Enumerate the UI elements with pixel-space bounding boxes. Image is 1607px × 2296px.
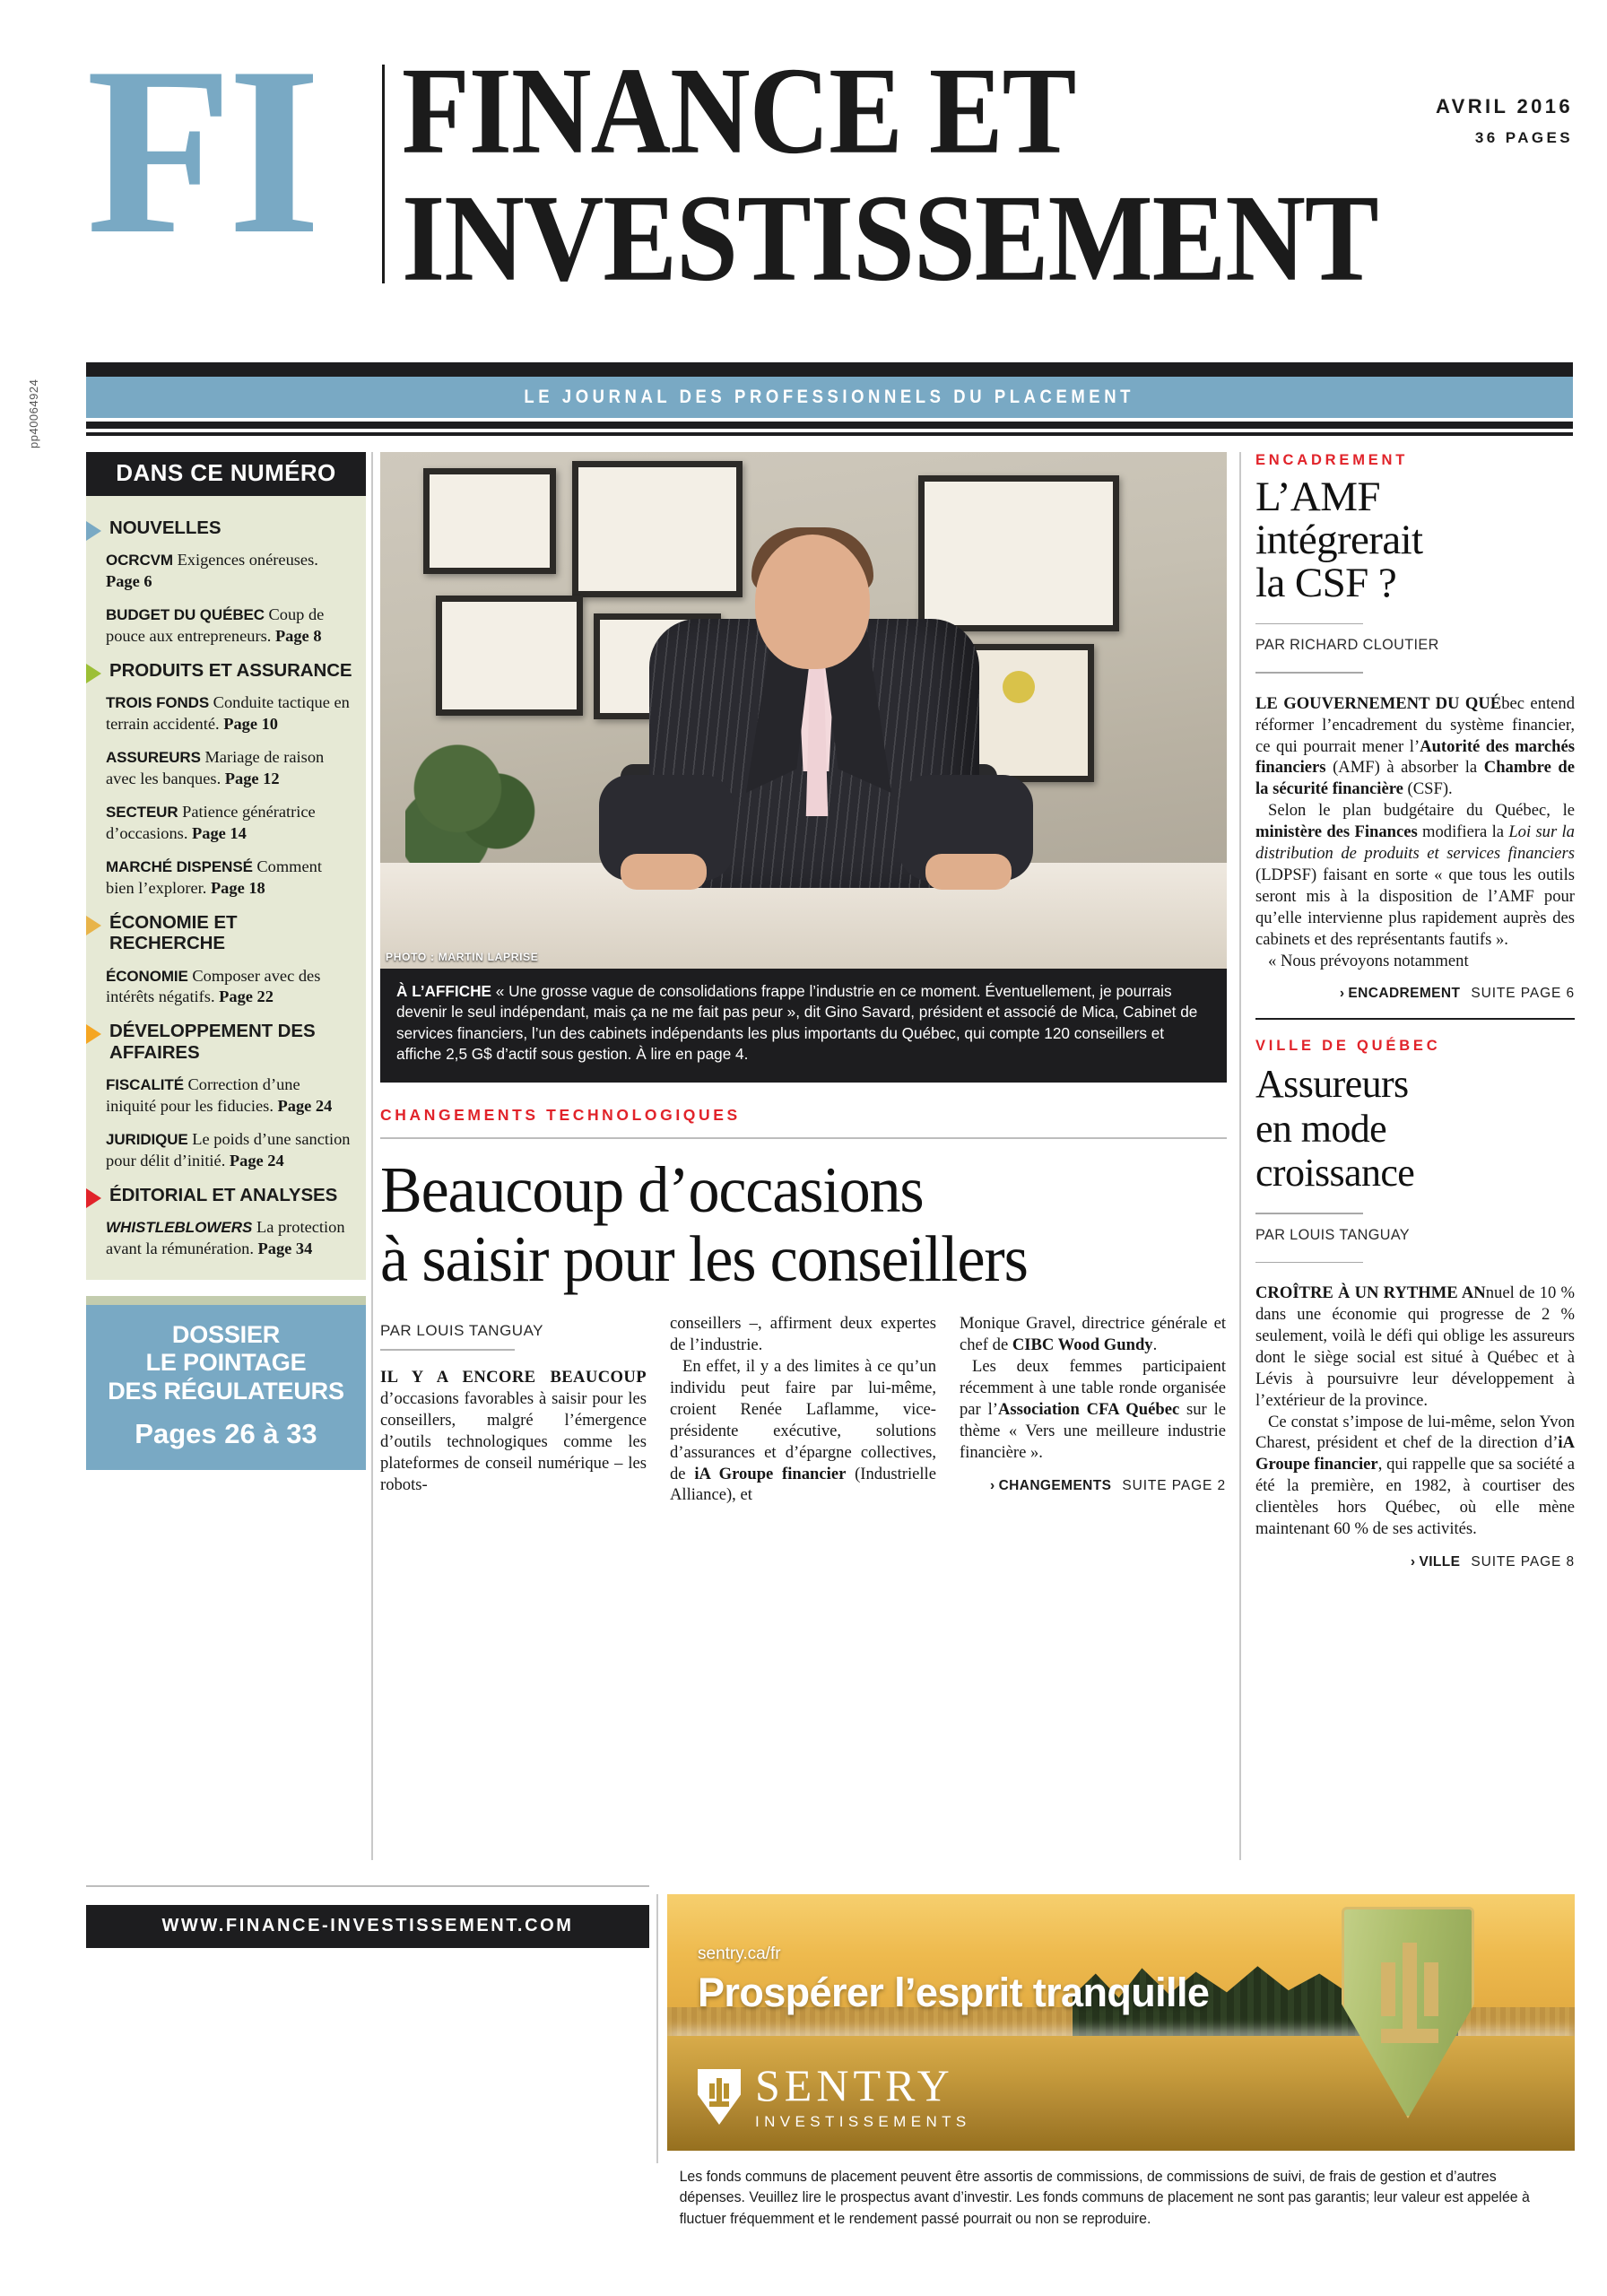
ville-rule-top	[1255, 1213, 1363, 1214]
logo-divider	[382, 65, 385, 283]
ville-headline[interactable]	[1255, 1062, 1575, 1195]
dossier-pages: Pages 26 à 33	[135, 1417, 317, 1449]
toc-entry-tag: BUDGET DU QUÉBEC	[106, 606, 265, 624]
photo-wall-frame	[436, 596, 583, 716]
lead-photo-block	[380, 452, 1227, 1083]
ad-url[interactable]: sentry.ca/fr	[698, 1944, 781, 1963]
issue-page-count: 36 PAGES	[1474, 129, 1573, 146]
table-of-contents	[86, 496, 366, 1280]
toc-section	[106, 1185, 353, 1205]
toc-section-title: DÉVELOPPEMENT DES AFFAIRES	[109, 1021, 316, 1063]
toc-entry[interactable]	[106, 1074, 353, 1118]
toc-section-title: ÉCONOMIE ET RECHERCHE	[109, 911, 238, 954]
photo-caption-text: « Une grosse vague de consolidations frappe l’industrie en ce moment. Éventuellement, je pourrais devenir le seul indépendant, mais ça ne me fait pas peur », dit Gino Savard, président et associé de Mica, Cabinet de services financiers, l’un des cabinets indépendants les plus importants du Québec, qui compte 120 conseillers et affiche 2,5 G$ d’actif sous gestion. À lire en page 4.	[396, 982, 1198, 1064]
ville-org-ia: iA Groupe financier	[1255, 1433, 1575, 1474]
toc-entry-text: Coup de pouce aux entrepreneurs.	[106, 605, 325, 646]
dossier-line1: DOSSIER	[171, 1320, 281, 1348]
toc-entry[interactable]	[106, 802, 353, 845]
ville-jump-page: SUITE PAGE 8	[1471, 1553, 1575, 1570]
article-org-cibc: CIBC Wood Gundy	[1012, 1335, 1153, 1355]
encadrement-p1d: (AMF) à absorber la	[1325, 758, 1484, 778]
encadrement-headline-line3: la CSF ?	[1255, 559, 1397, 606]
ville-headline-line1: Assureurs	[1255, 1062, 1409, 1107]
ville-p1b: nuel de 10 % dans une économie qui progresse de 2 % seulement, voilà le défi qui oblige les assureurs dont le siège social est situé à Québec et à Lévis à poursuivre leur développement à l’extérieur de la province.	[1255, 1283, 1575, 1410]
encadrement-headline[interactable]	[1255, 476, 1575, 605]
main-article-jump[interactable]	[960, 1478, 1226, 1494]
website-url-bar[interactable]: WWW.FINANCE-INVESTISSEMENT.COM	[86, 1905, 649, 1948]
encadrement-p2e: (LDPSF) faisant en sorte « que tous les outils seront mis à la disposition de l’AMF pour qu’elle intervienne plus rapidement auprès des cabinets et des représentants fautifs ».	[1255, 865, 1575, 949]
main-article-headline[interactable]	[380, 1152, 1193, 1295]
advertisement[interactable]	[667, 1894, 1575, 2230]
masthead-rule-top	[86, 362, 1573, 377]
toc-section-title: NOUVELLES	[109, 517, 222, 538]
toc-entry-text: Le poids d’une sanction pour délit d’initié.	[106, 1129, 351, 1170]
toc-entry-text: Patience génératrice d’occasions.	[106, 803, 316, 843]
ad-brand-name: SENTRY	[755, 2060, 954, 2110]
encadrement-jump[interactable]	[1255, 986, 1575, 1002]
dossier-line2: LE POINTAGE	[145, 1349, 307, 1377]
dossier-promo[interactable]	[86, 1305, 366, 1470]
ville-lead-in: CROÎTRE À UN RYTHME AN	[1255, 1283, 1486, 1303]
footer-divider	[656, 1894, 658, 2163]
toc-entry-tag: OCRCVM	[106, 552, 173, 570]
article-col3-p1c: .	[1152, 1335, 1158, 1355]
tagline-text: LE JOURNAL DES PROFESSIONNELS DU PLACEMENT	[524, 387, 1135, 407]
dossier-accent-bar	[86, 1296, 366, 1305]
article-column-1	[380, 1313, 647, 1506]
article-col3-p2c: sur le thème « Vers une meilleure industrie financière ».	[960, 1399, 1226, 1462]
toc-entry-tag: ASSUREURS	[106, 749, 201, 767]
ad-brand-subtitle: INVESTISSEMENTS	[755, 2113, 971, 2130]
toc-entry[interactable]	[106, 604, 353, 648]
ville-jump-section: VILLE	[1419, 1553, 1461, 1570]
toc-entry-text: Correction d’une iniquité pour les fiducies.	[106, 1075, 300, 1115]
ville-body	[1255, 1283, 1575, 1540]
sidebar-header: DANS CE NUMÉRO	[86, 452, 366, 496]
encadrement-jump-page: SUITE PAGE 6	[1471, 986, 1575, 1002]
masthead-title-line2: INVESTISSEMENT	[402, 169, 1378, 308]
toc-entry-tag: MARCHÉ DISPENSÉ	[106, 857, 253, 875]
ville-byline: PAR LOUIS TANGUAY	[1255, 1226, 1411, 1243]
ville-headline-line2: en mode	[1255, 1106, 1387, 1151]
toc-section	[106, 517, 353, 538]
main-column	[380, 452, 1227, 1506]
toc-entry[interactable]	[106, 1217, 353, 1260]
toc-entry-page: Page 8	[274, 627, 322, 646]
column-divider-right	[1239, 452, 1241, 1860]
toc-entry-text: Composer avec des intérêts négatifs.	[106, 966, 321, 1006]
ad-tagline: Prospérer l’esprit tranquille	[698, 1970, 1210, 2015]
encadrement-jump-section: ENCADREMENT	[1348, 986, 1461, 1002]
ad-banner-image[interactable]	[667, 1894, 1575, 2151]
fi-logo: FI	[86, 17, 316, 283]
toc-entry-tag: ÉCONOMIE	[106, 967, 188, 985]
toc-entry-text: Mariage de raison avec les banques.	[106, 748, 325, 788]
toc-entry-text: Comment bien l’explorer.	[106, 857, 322, 897]
photo-wall-frame	[423, 468, 556, 574]
headline-line2: à saisir pour les conseillers	[380, 1222, 1028, 1295]
masthead-rule-bottom-2	[86, 432, 1573, 436]
encadrement-org-csf: Chambre de la sécurité financière	[1255, 758, 1575, 799]
toc-entry-page: Page 24	[229, 1151, 284, 1170]
toc-entry-tag: FISCALITÉ	[106, 1076, 184, 1094]
toc-entry-page: Page 24	[277, 1096, 333, 1115]
toc-entry-page: Page 18	[210, 878, 265, 897]
photo-subject-hand-left	[621, 854, 707, 890]
article-col1-text	[380, 1367, 647, 1495]
masthead-title-line1: FINANCE ET	[402, 41, 1076, 179]
toc-entry[interactable]	[106, 857, 353, 900]
toc-entry-page: Page 14	[192, 824, 247, 843]
encadrement-headline-line2: intégrerait	[1255, 516, 1423, 563]
ad-disclaimer: Les fonds communs de placement peuvent être assortis de commissions, de commissions de suivi, de frais de gestion et d’autres dépenses. Veuillez lire le prospectus avant d’investir. Les fonds communs de placement ne sont pas garantis; leur valeur est appelée à fluctuer fréquemment et le rendement passé pourrait ou non se reproduire.	[679, 2169, 1530, 2227]
sidebar	[86, 452, 366, 1470]
encadrement-org-amf: Autorité des marchés financiers	[1255, 736, 1575, 778]
article-col1-continuation: d’occasions favorables à saisir pour les conseillers, malgré l’émergence d’outils technologiques comme les plateformes de conseil numérique – les robots-	[380, 1389, 647, 1494]
toc-section	[106, 1021, 353, 1063]
encadrement-body	[1255, 693, 1575, 972]
chevron-right-icon: ›	[1339, 986, 1345, 1002]
photo-plant	[405, 728, 536, 879]
ville-p2c: , qui rappelle que sa société a été la première, en 1982, à courtiser des clientèles hors Québec, où elle mène maintenant 60 % de ses activités.	[1255, 1455, 1575, 1538]
encadrement-p1f: (CSF).	[1403, 779, 1453, 799]
issue-date: AVRIL 2016	[1435, 95, 1573, 117]
photo-caption	[380, 969, 1227, 1080]
chevron-right-icon	[86, 521, 101, 541]
right-column	[1255, 452, 1575, 1570]
toc-entry-tag: TROIS FONDS	[106, 694, 210, 712]
toc-entry-tag: JURIDIQUE	[106, 1130, 188, 1148]
chevron-right-icon	[86, 1188, 101, 1208]
toc-entry-tag: WHISTLEBLOWERS	[106, 1219, 253, 1237]
toc-entry[interactable]	[106, 966, 353, 1009]
ad-brand-logo	[698, 2060, 971, 2131]
toc-section-title: ÉDITORIAL ET ANALYSES	[109, 1184, 338, 1205]
chevron-right-icon	[86, 916, 101, 935]
encadrement-rule-top	[1255, 623, 1363, 625]
article-org-cfa: Association CFA Québec	[997, 1399, 1180, 1419]
masthead-title	[402, 41, 1378, 308]
toc-entry-page: Page 12	[224, 770, 280, 788]
ville-jump[interactable]	[1255, 1554, 1575, 1570]
toc-entry-text: La protection avant la rémunération.	[106, 1218, 345, 1258]
ville-kicker: VILLE DE QUÉBEC	[1255, 1038, 1441, 1055]
column-divider-left	[371, 452, 373, 1860]
encadrement-article	[1255, 452, 1575, 1002]
ad-shield-emblem-icon	[1372, 1943, 1449, 2068]
article-column-3	[960, 1313, 1226, 1506]
footer-rule	[86, 1885, 649, 1887]
chevron-right-icon	[86, 664, 101, 683]
encadrement-p2a: Selon le plan budgétaire du Québec, le	[1268, 801, 1575, 821]
masthead	[86, 17, 1573, 339]
article-col2-p1: conseillers –, affirment deux expertes de l’industrie.	[670, 1314, 936, 1355]
encadrement-rule-bottom	[1255, 672, 1363, 674]
toc-entry-text: Conduite tactique en terrain accidenté.	[106, 693, 350, 734]
ville-rule-bottom	[1255, 1262, 1363, 1264]
issue-info	[1436, 95, 1573, 147]
toc-entry[interactable]	[106, 550, 353, 593]
photo-subject-head	[755, 535, 870, 669]
toc-section	[106, 912, 353, 954]
ville-headline-line3: croissance	[1255, 1150, 1415, 1195]
ad-brand-text	[755, 2060, 971, 2131]
photo-wall-frame	[918, 475, 1119, 631]
toc-entry-page: Page 34	[257, 1239, 313, 1258]
toc-entry-tag: SECTEUR	[106, 804, 178, 822]
lead-photo	[380, 452, 1227, 969]
article-col2-text	[670, 1313, 936, 1506]
photo-subject-hand-right	[925, 854, 1012, 890]
encadrement-headline-line1: L’AMF	[1255, 474, 1380, 520]
encadrement-p3: « Nous prévoyons notamment	[1268, 951, 1469, 970]
toc-entry-text: Exigences onéreuses.	[172, 551, 318, 570]
main-article-byline: PAR LOUIS TANGUAY	[380, 1322, 544, 1340]
article-column-2	[670, 1313, 936, 1506]
right-column-separator	[1255, 1018, 1575, 1020]
encadrement-law-title: Loi sur la distribution de produits et services financiers	[1255, 822, 1575, 864]
toc-section-title: PRODUITS ET ASSURANCE	[109, 660, 352, 682]
photo-wall-frame	[572, 461, 743, 597]
encadrement-p1b: bec entend réformer l’encadrement du système financier, ce qui pourrait mener l’	[1255, 693, 1575, 756]
dossier-line3: DES RÉGULATEURS	[108, 1377, 344, 1405]
masthead-rule-bottom-1	[86, 422, 1573, 429]
encadrement-byline: PAR RICHARD CLOUTIER	[1255, 637, 1439, 654]
main-article-kicker: CHANGEMENTS TECHNOLOGIQUES	[380, 1105, 741, 1124]
toc-entry[interactable]	[106, 747, 353, 790]
tagline-bar	[86, 377, 1573, 418]
main-article-body	[380, 1313, 1227, 1506]
chevron-right-icon: ›	[1410, 1553, 1416, 1570]
toc-entry-page: Page 6	[106, 572, 152, 591]
side-postal-code: pp40064924	[27, 378, 40, 448]
byline-rule	[380, 1349, 515, 1351]
toc-entry-page: Page 10	[223, 715, 278, 734]
article-lead-in: IL Y A ENCORE BEAUCOUP	[380, 1368, 647, 1387]
encadrement-kicker: ENCADREMENT	[1255, 452, 1409, 468]
encadrement-org-minfin: ministère des Finances	[1255, 822, 1418, 842]
article-col3-p1a: Monique Gravel, directrice générale et chef de	[960, 1314, 1226, 1355]
article-col2-p2a: En effet, il y a des limites à ce qu’un individu peut faire par lui-même, croient Renée Laflamme, vice-présidente exécutive, solutions d’assurances et d’épargne collectives, de	[670, 1357, 936, 1483]
ville-p2a: Ce constat s’impose de lui-même, selon Yvon Charest, président et chef de la direction d’	[1255, 1412, 1575, 1453]
ville-article	[1255, 1038, 1575, 1570]
article-col3-p2a: Les deux femmes participaient récemment à une table ronde organisée par l’	[960, 1357, 1226, 1419]
article-col3-text	[960, 1313, 1226, 1463]
jump-page: SUITE PAGE 2	[1122, 1477, 1226, 1493]
photo-diploma-seal	[1003, 671, 1035, 703]
toc-section	[106, 660, 353, 681]
photo-caption-tag: À L’AFFICHE	[396, 982, 491, 1000]
article-col2-p2c: (Industrielle Alliance), et	[670, 1464, 936, 1505]
toc-entry-page: Page 22	[219, 987, 274, 1006]
toc-entry[interactable]	[106, 1129, 353, 1172]
photo-credit: PHOTO : MARTIN LAPRISE	[386, 951, 539, 963]
headline-line1: Beaucoup d’occasions	[380, 1152, 924, 1226]
kicker-rule	[380, 1137, 1227, 1139]
chevron-right-icon	[86, 1024, 101, 1044]
encadrement-p2c: modifiera la	[1417, 822, 1509, 842]
sentry-shield-icon	[698, 2069, 741, 2125]
chevron-right-icon: ›	[990, 1477, 995, 1493]
article-org-ia: iA Groupe financier	[694, 1464, 847, 1483]
jump-section: CHANGEMENTS	[998, 1477, 1112, 1493]
encadrement-lead-in: LE GOUVERNEMENT DU QUÉ	[1255, 693, 1502, 713]
toc-entry[interactable]	[106, 692, 353, 735]
